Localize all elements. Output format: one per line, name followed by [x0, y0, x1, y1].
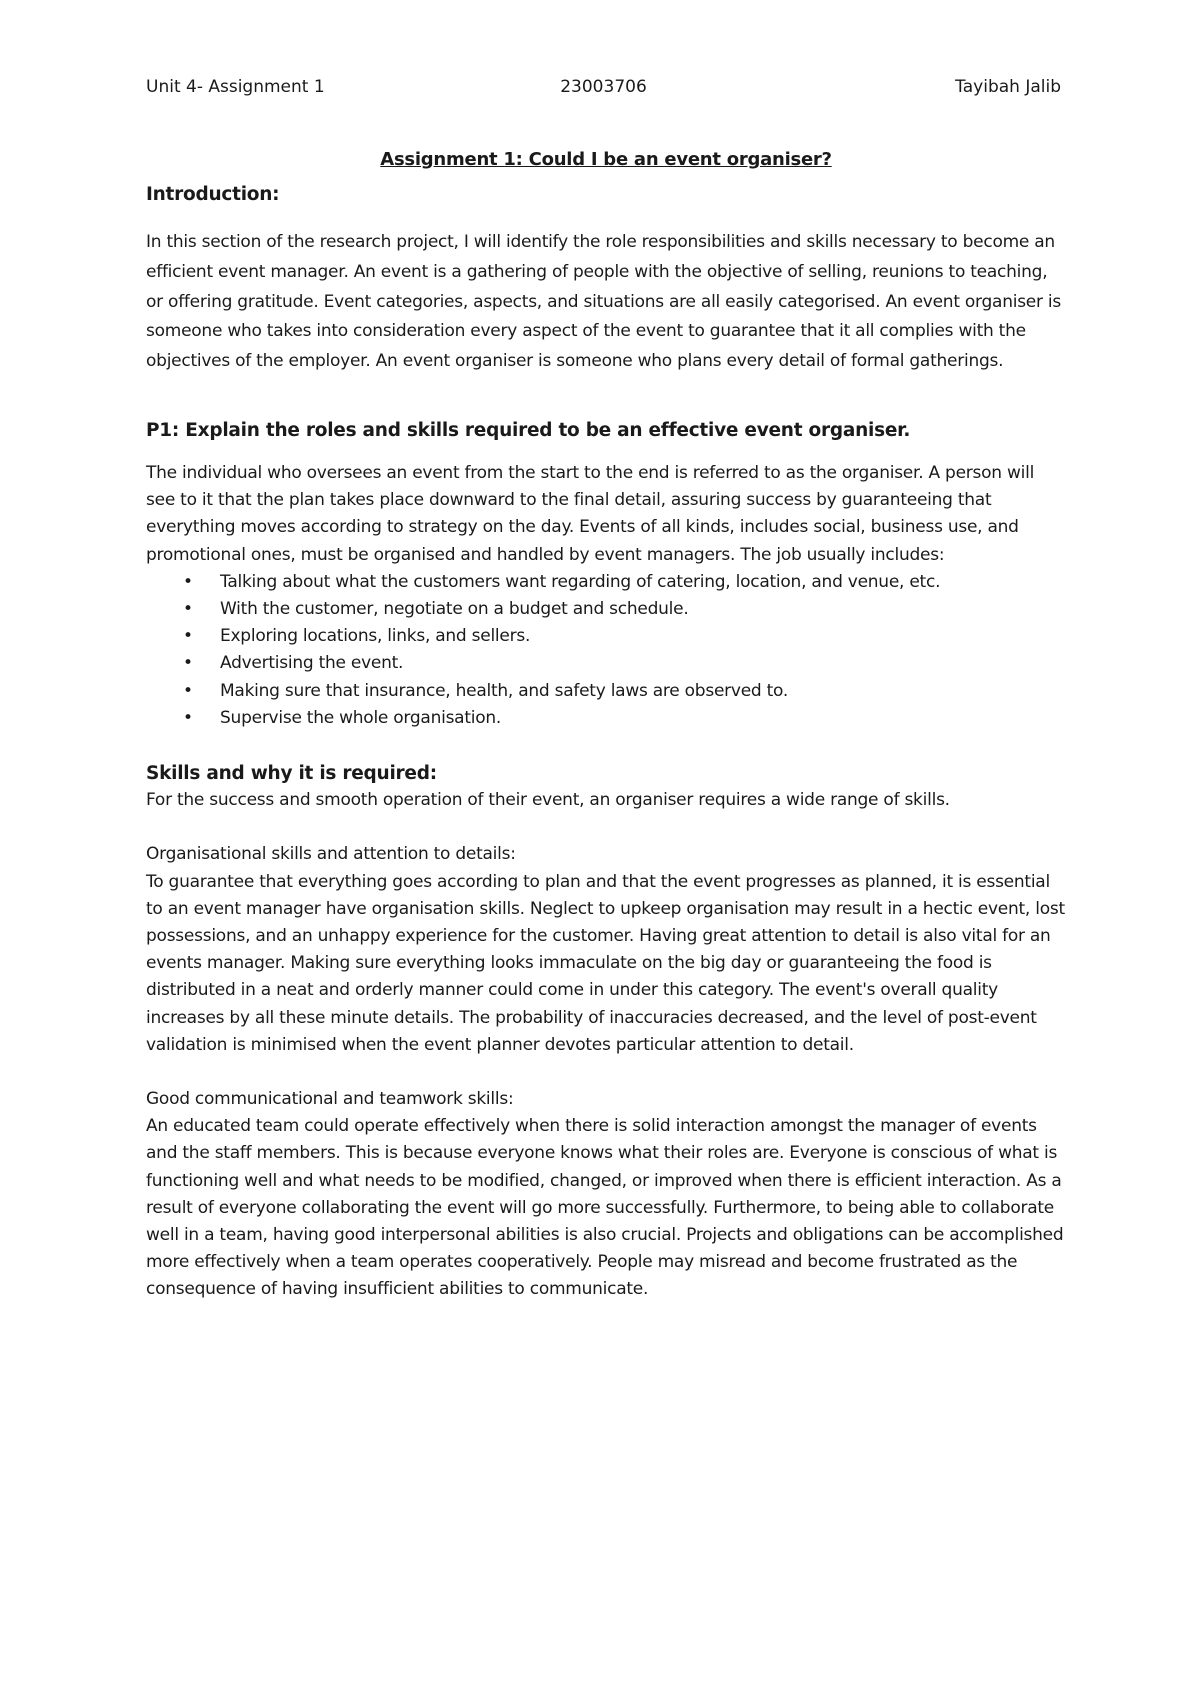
paragraph-spacer	[146, 814, 1066, 841]
list-item	[146, 569, 1066, 596]
bullet-icon: •	[183, 653, 193, 674]
document-body	[146, 146, 1066, 1304]
bullet-icon: •	[183, 626, 193, 647]
list-item	[146, 650, 1066, 677]
header-student-id: 23003706	[560, 77, 647, 97]
p1-heading: P1: Explain the roles and skills required to be an effective event organiser.	[146, 419, 911, 441]
bullet-icon: •	[183, 680, 193, 701]
page-header	[146, 74, 1061, 100]
skills-intro: For the success and smooth operation of their event, an organiser requires a wide range of skills.	[146, 790, 950, 811]
list-item	[146, 623, 1066, 650]
introduction-heading: Introduction:	[146, 184, 280, 205]
list-item-text: Advertising the event.	[220, 653, 404, 674]
list-item	[146, 596, 1066, 623]
list-item-text: Making sure that insurance, health, and safety laws are observed to.	[220, 680, 789, 701]
p1-paragraph: The individual who oversees an event from the start to the end is referred to as the organiser. A person will see to it that the plan takes place downward to the final detail, assuring success by guaranteeing that everything moves according to strategy on the day. Events of all kinds, includes social, business use, and promotional ones, must be organised and handled by event managers. The job usually includes:	[146, 462, 1035, 565]
document-title: Assignment 1: Could I be an event organiser?	[380, 149, 832, 170]
skills-heading: Skills and why it is required:	[146, 762, 437, 784]
bullet-icon: •	[183, 598, 193, 619]
list-item-text: With the customer, negotiate on a budget and schedule.	[220, 598, 689, 619]
communication-paragraph: An educated team could operate effectively when there is solid interaction amongst the manager of events and the staff members. This is because everyone knows what their roles are. Everyone is conscious of what is functioning well and what needs to be modified, changed, or improved when there is efficient interaction. As a result of everyone collaborating the event will go more successfully. Furthermore, to being able to collaborate well in a team, having good interpersonal abilities is also crucial. Projects and obligations can be accomplished more effectively when a team operates cooperatively. People may misread and become frustrated as the consequence of having insufficient abilities to communicate.	[146, 1116, 1064, 1300]
organisational-subheading: Organisational skills and attention to details:	[146, 844, 516, 865]
list-item-text: Talking about what the customers want regarding of catering, location, and venue, etc.	[220, 571, 941, 592]
header-author: Tayibah Jalib	[955, 77, 1061, 97]
list-item-text: Exploring locations, links, and sellers.	[220, 626, 531, 647]
list-item-text: Supervise the whole organisation.	[220, 707, 502, 728]
roles-list	[146, 569, 1066, 732]
list-item	[146, 678, 1066, 705]
communication-subheading: Good communicational and teamwork skills:	[146, 1088, 514, 1109]
paragraph-spacer	[146, 1059, 1066, 1086]
introduction-paragraph: In this section of the research project, I will identify the role responsibilities and skills necessary to become an efficient event manager. An event is a gathering of people with the objective of selling, reunions to teaching, or offering gratitude. Event categories, aspects, and situations are all easily categorised. An event organiser is someone who takes into consideration every aspect of the event to guarantee that it all complies with the objectives of the employer. An event organiser is someone who plans every detail of formal gatherings.	[146, 232, 1061, 372]
bullet-icon: •	[183, 707, 193, 728]
list-item	[146, 705, 1066, 732]
header-unit: Unit 4- Assignment 1	[146, 77, 325, 97]
organisational-paragraph: To guarantee that everything goes according to plan and that the event progresses as planned, it is essential to an event manager have organisation skills. Neglect to upkeep organisation may result in a hectic event, lost possessions, and an unhappy experience for the customer. Having great attention to detail is also vital for an events manager. Making sure everything looks immaculate on the big day or guaranteeing the food is distributed in a neat and orderly manner could come in under this category. The event's overall quality increases by all these minute details. The probability of inaccuracies decreased, and the level of post-event validation is minimised when the event planner devotes particular attention to detail.	[146, 871, 1065, 1055]
bullet-icon: •	[183, 571, 193, 592]
